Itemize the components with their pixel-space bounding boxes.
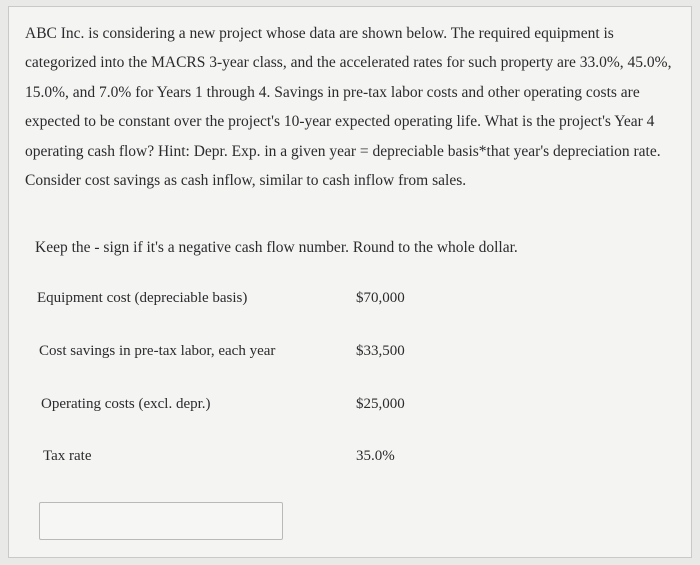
answer-input[interactable] <box>39 502 283 540</box>
instruction-text: Keep the - sign if it's a negative cash flow number. Round to the whole dollar. <box>35 239 518 256</box>
tax-rate-value: 35.0% <box>356 448 395 464</box>
cost-savings-value: $33,500 <box>356 343 405 359</box>
operating-costs-label: Operating costs (excl. depr.) <box>41 396 211 412</box>
question-card <box>8 6 692 558</box>
equipment-cost-label: Equipment cost (depreciable basis) <box>37 290 248 306</box>
question-text: ABC Inc. is considering a new project whose data are shown below. The required equipment is categorized into the MACRS 3-year class, and the accelerated rates for such property are 33.0%, 45.0%, 15.0%, and 7.0% for Years 1 through 4. Savings in pre-tax labor costs and other operating costs are expected to be constant over the project's 10-year expected operating life. What is the project's Year 4 operating cash flow? Hint: Depr. Exp. in a given year = depreciable basis*that year's depreciation rate. Consider cost savings as cash inflow, similar to cash inflow from sales. <box>25 25 672 190</box>
equipment-cost-value: $70,000 <box>356 290 405 306</box>
tax-rate-label: Tax rate <box>43 448 92 464</box>
cost-savings-label: Cost savings in pre-tax labor, each year <box>39 343 276 359</box>
operating-costs-value: $25,000 <box>356 396 405 412</box>
